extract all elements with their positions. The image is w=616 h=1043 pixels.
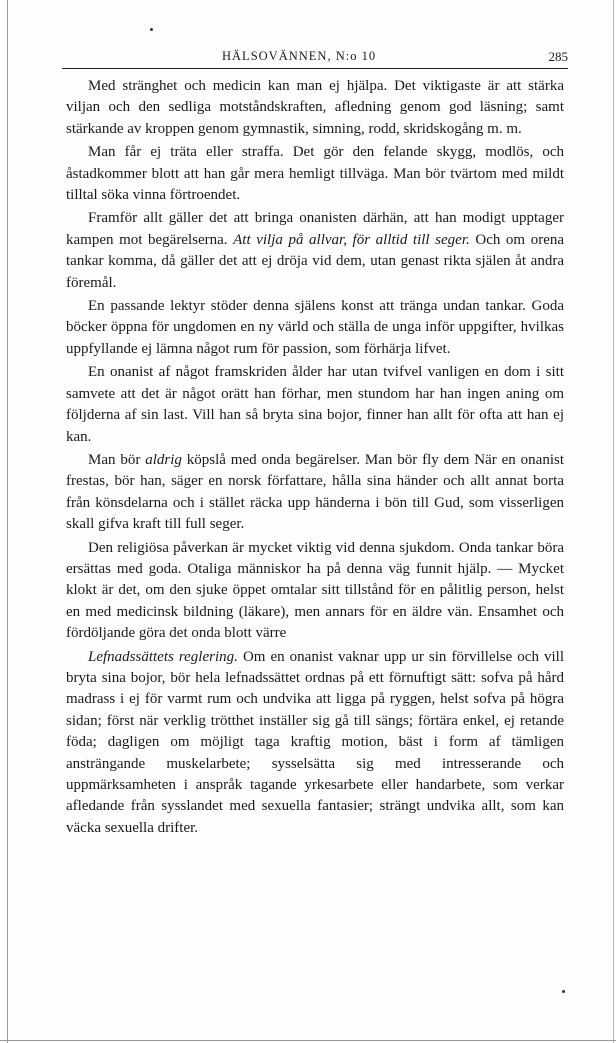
paragraph-text: En onanist af något framskriden ålder har utan tvifvel vanligen en dom i sitt samvete att det är något orätt han förhar, men stundom har han ingen aning om följderna af sin last. Vill han så bryta sina bojor, finner han allt för ofta att han ej kan. <box>66 364 564 445</box>
bottom-scan-edge <box>0 1040 616 1041</box>
paragraph-text: Framför allt gäller det att bringa onanisten därhän, att han modigt upptager kampen mot begärelserna. <box>66 210 564 248</box>
paragraph-2 <box>66 142 564 206</box>
italic-text: aldrig <box>145 451 182 468</box>
paragraph-text: Om en onanist vaknar upp ur sin förvillelse och vill bryta sina bojor, bör hela lefnadssättet ordnas på ett förnuftigt sätt: sofva på hård madrass i ej för varmt rum och undvika att ligga på ryggen, helst sofva på högra sidan; först när verklig trötthet inställer sig gå till sängs; förtära enkel, ej retande föda; dagligen om möjligt taga kraftig motion, bäst i form af tämligen ansträngande muskelarbete; sysselsätta sig med intresserande och uppmärksamheten i anspråk tagande yrkesarbete eller handarbete, som verkar afledande från sysslandet med sexuella fantasier; strängt undvika allt, som kan väcka sexuella drifter. <box>66 648 565 836</box>
right-scan-edge <box>613 0 614 1043</box>
paragraph-text: Med stränghet och medicin kan man ej hjälpa. Det viktigaste är att stärka viljan och den sedliga motståndskraften, afledning genom god läsning; samt stärkande av kroppen genom gymnastik, simning, rodd, skridskogång m. m. <box>66 78 564 137</box>
header-rule <box>62 68 568 69</box>
paragraph-3 <box>66 208 564 294</box>
paragraph-text: En passande lektyr stöder denna själens konst att tränga undan tankar. Goda böcker öppna för ungdomen en ny värld och ställa de unga inför uppgifter, hvilkas uppfyllande ej lämna något rum för passion, som förhärja lifvet. <box>66 298 564 357</box>
running-title: HÄLSOVÄNNEN, N:o 10 <box>222 49 377 63</box>
paragraph-text: Man bör <box>88 451 146 468</box>
speck-mark <box>150 28 153 31</box>
page-header <box>62 49 568 67</box>
italic-text: Lefnadssättets reglering. <box>88 648 238 665</box>
paragraph-5 <box>66 362 564 448</box>
speck-mark <box>562 990 565 993</box>
paragraph-1 <box>66 76 564 140</box>
left-scan-edge <box>7 0 8 1043</box>
paragraph-text: köpslå med onda begärelser. Man bör fly dem När en onanist frestas, bör han, säger en norsk författare, hålla sina händer och allt annat borta från könsdelarna och i stället räcka upp händerna i bön till Gud, som visserligen skall gifva kraft till full seger. <box>66 451 564 533</box>
paragraph-text: Och om orena tankar komma, då gäller det att ej dröja vid dem, utan genast rikta själen åt andra föremål. <box>66 231 565 291</box>
paragraph-text: Den religiösa påverkan är mycket viktig vid denna sjukdom. Onda tankar böra ersättas med goda. Otaliga människor ha på denna väg funnit hjälp. — Mycket klokt är det, om den sjuke öppet omtalar sitt tillstånd för en pålitlig person, helst en med medicinsk bildning (läkare), men annars för en äldre vän. Ensamhet och fördöljande göra det onda blott värre <box>66 539 564 642</box>
paragraph-4 <box>66 296 564 360</box>
paragraph-8 <box>66 647 564 840</box>
paragraph-6 <box>66 450 564 536</box>
paragraph-7 <box>66 538 564 645</box>
body-text <box>66 76 564 841</box>
italic-text: Att vilja på allvar, för alltid till seger. <box>233 231 470 248</box>
paragraph-text: Man får ej träta eller straffa. Det gör den felande skygg, modlös, och åstadkommer blott att han går mera hemligt tillväga. Man bör tvärtom med mildt tilltal söka vinna förtroendet. <box>66 144 564 204</box>
page-number: 285 <box>548 49 568 64</box>
